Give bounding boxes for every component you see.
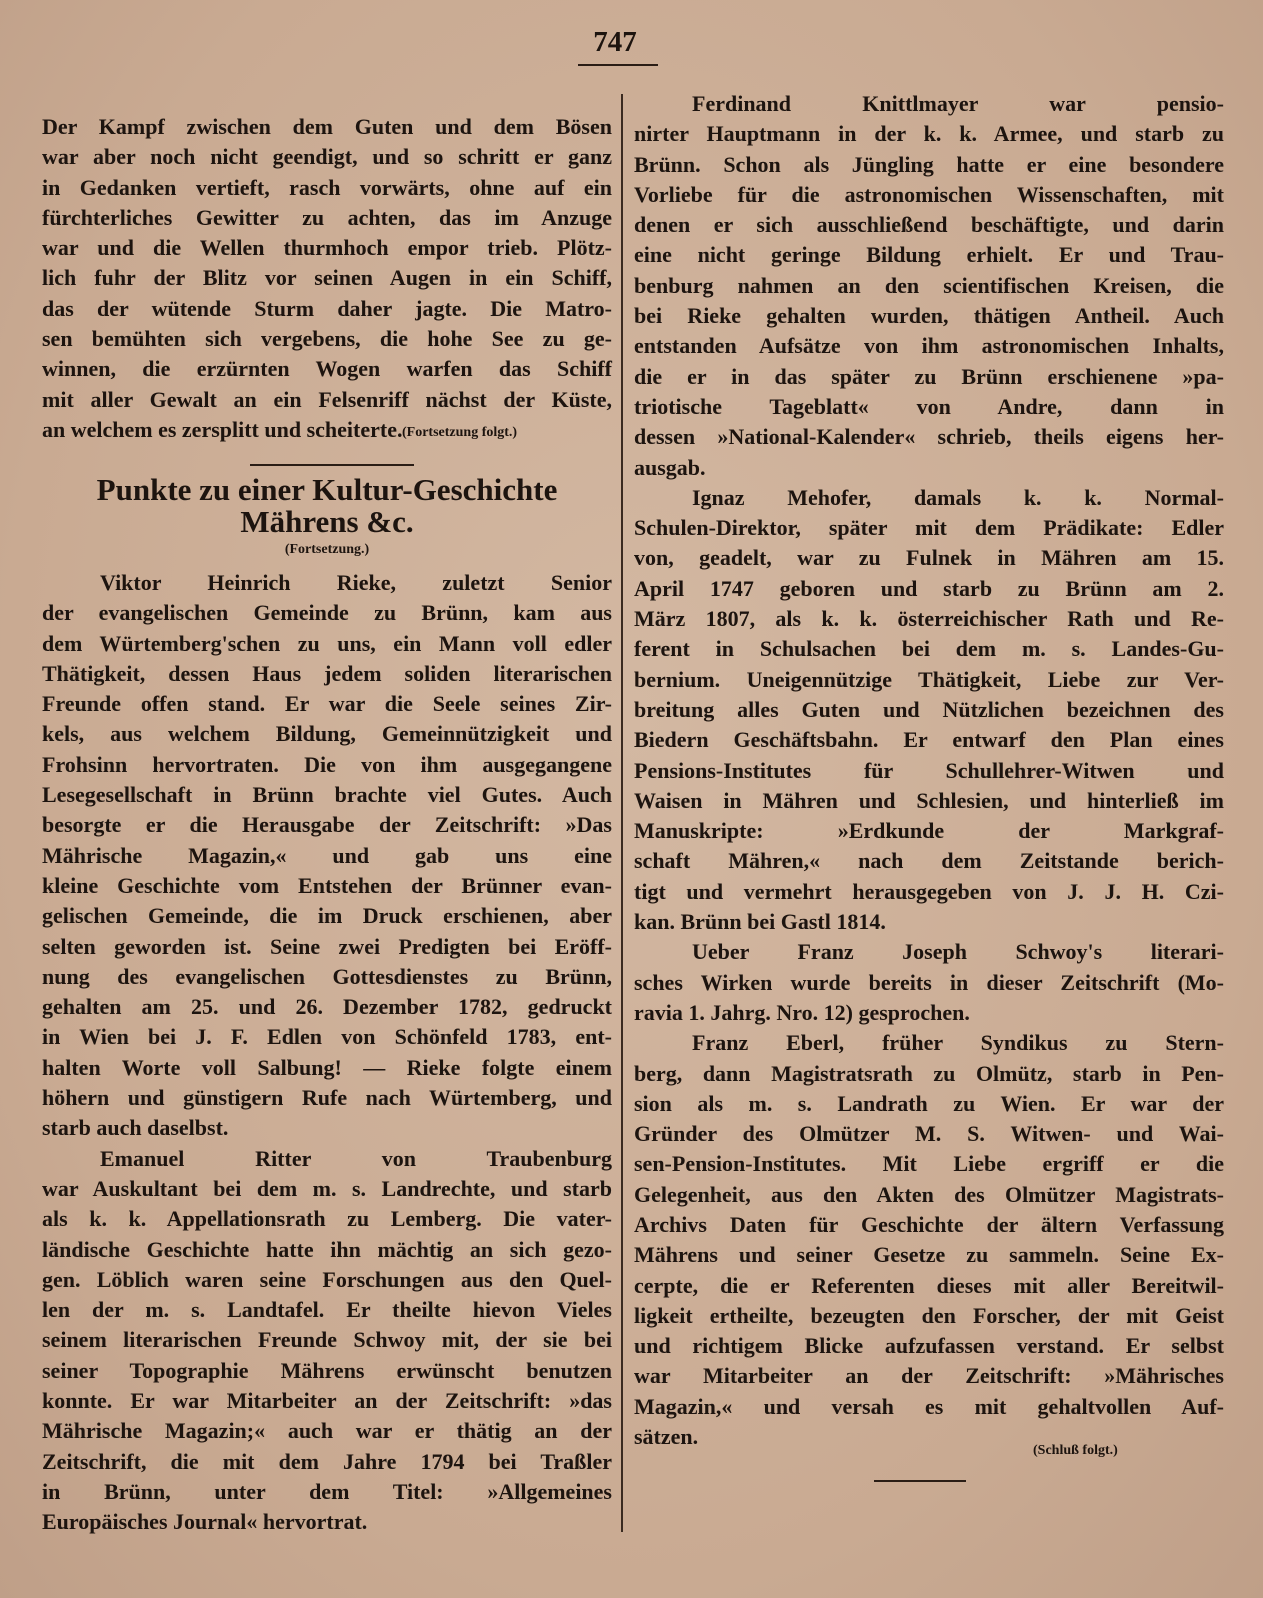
column-divider [621, 94, 623, 1532]
text-line: mit aller Gewalt an ein Felsenriff nächst der Küste, [42, 386, 612, 412]
text-line: seiner Topographie Mährens erwünscht benutzen [42, 1357, 612, 1383]
text-line: eine nicht geringe Bildung erhielt. Er und Trau- [634, 242, 1224, 268]
text-line: Waisen in Mähren und Schlesien, und hinterließ im [634, 787, 1224, 813]
text-line: winnen, die erzürnten Wogen warfen das Schiff [42, 356, 612, 382]
paragraph [42, 568, 612, 1144]
text-line: breitung alles Guten und Nützlichen bezeichnen des [634, 696, 1224, 722]
text-line: len der m. s. Landtafel. Er theilte hievon Vieles [42, 1297, 612, 1323]
text-line: war Mitarbeiter an der Zeitschrift: »Mährisches [634, 1363, 1224, 1389]
text-line: Thätigkeit, dessen Haus jedem soliden literarischen [42, 660, 612, 686]
text-line: Franz Eberl, früher Syndikus zu Stern- [692, 1030, 1224, 1056]
text-line: Europäisches Journal« hervortrat. [42, 1509, 368, 1535]
text-line: und richtigem Blicke aufzufassen verstand. Er selbst [634, 1333, 1224, 1359]
text-line: ausgab. [634, 454, 706, 480]
text-line: denen er sich ausschließend beschäftigte, und darin [634, 212, 1224, 238]
section-rule [250, 464, 414, 466]
paragraph [42, 1144, 612, 1538]
text-line: schaft Mähren,« nach dem Zeitstande berich- [634, 848, 1224, 874]
text-line: kleine Geschichte vom Entstehen der Brünner evan- [42, 872, 612, 898]
text-line: in Wien bei J. F. Edlen von Schönfeld 1783, ent- [42, 1024, 612, 1050]
text-line: tigt und vermehrt herausgegeben von J. J. H. Czi- [634, 878, 1224, 904]
text-line: selten geworden ist. Seine zwei Predigten bei Eröff- [42, 933, 612, 959]
text-line: entstanden Aufsätze von ihm astronomischen Inhalts, [634, 333, 1224, 359]
text-line: sion als m. s. Landrath zu Wien. Er war der [634, 1090, 1224, 1116]
text-line: Mährische Magazin,« und gab uns eine [42, 842, 612, 868]
text-line: bernium. Uneigennützige Thätigkeit, Liebe zur Ver- [634, 666, 1224, 692]
text-line: war und die Wellen thurmhoch empor trieb. Plötz- [42, 235, 612, 261]
text-line: Zeitschrift, die mit dem Jahre 1794 bei Traßler [42, 1448, 612, 1474]
text-line: in Gedanken vertieft, rasch vorwärts, ohne auf ein [42, 174, 612, 200]
end-rule [874, 1480, 966, 1482]
text-line: die er in das später zu Brünn erschienene »pa- [634, 363, 1224, 389]
text-line: Biedern Geschäftsbahn. Er entwarf den Plan eines [634, 727, 1224, 753]
text-line: fürchterliches Gewitter zu achten, das im Anzuge [42, 204, 612, 230]
text-line: sen bemühten sich vergebens, die hohe See zu ge- [42, 326, 612, 352]
text-line: ligkeit ertheilte, bezeugten den Forscher, der mit Geist [634, 1302, 1224, 1328]
text-line: cerpte, die er Referenten dieses mit aller Bereitwil- [634, 1272, 1224, 1298]
text-line: Frohsinn hervortraten. Die von ihm ausgegangene [42, 751, 612, 777]
text-line: sches Wirken wurde bereits in dieser Zeitschrift (Mo- [634, 969, 1224, 995]
left-story-end [42, 112, 612, 445]
paragraph [634, 937, 1224, 1028]
text-line: war Auskultant bei dem m. s. Landrechte, und starb [42, 1175, 612, 1201]
text-line: Gelegenheit, aus den Akten des Olmützer Magistrats- [634, 1181, 1224, 1207]
text-line: kan. Brünn bei Gastl 1814. [634, 909, 886, 935]
text-line: gelischen Gemeinde, die im Druck erschienen, aber [42, 903, 612, 929]
article-title-line2: Mährens &c. [240, 504, 414, 539]
text-line: von, geadelt, war zu Fulnek in Mähren am 15. [634, 545, 1224, 571]
text-line: ferent in Schulsachen bei dem m. s. Landes-Gu- [634, 636, 1224, 662]
text-line: Schulen-Direktor, später mit dem Prädikate: Edler [634, 515, 1224, 541]
text-line: nung des evangelischen Gottesdienstes zu Brünn, [42, 963, 612, 989]
text-line: Brünn. Schon als Jüngling hatte er eine besondere [634, 151, 1224, 177]
right-article-body [634, 89, 1224, 1452]
page-number: 747 [593, 26, 637, 58]
text-line: gen. Löblich waren seine Forschungen aus den Quel- [42, 1266, 612, 1292]
text-line: Gründer des Olmützer M. S. Witwen- und Wai- [634, 1121, 1224, 1147]
left-article-body [42, 568, 612, 1538]
text-line: berg, dann Magistratsrath zu Olmütz, starb in Pen- [634, 1060, 1224, 1086]
text-line: sätzen. [634, 1424, 699, 1450]
text-line: Ferdinand Knittlmayer war pensio- [692, 91, 1224, 116]
text-line: starb auch daselbst. [42, 1115, 229, 1141]
paragraph [634, 1028, 1224, 1452]
text-line: triotische Tageblatt« von Andre, dann in [634, 393, 1224, 419]
text-line: bei Rieke gehalten wurden, thätigen Antheil. Auch [634, 303, 1224, 329]
text-line: Manuskripte: »Erdkunde der Markgraf- [634, 818, 1224, 844]
text-line: lich fuhr der Blitz vor seinen Augen in ein Schiff, [42, 265, 612, 291]
text-line: Magazin,« und versah es mit gehaltvollen Auf- [634, 1393, 1224, 1419]
text-line: Mährische Magazin;« auch war er thätig an der [42, 1418, 612, 1444]
text-line: Pensions-Institutes für Schullehrer-Witwen und [634, 757, 1224, 783]
text-line: Emanuel Ritter von Traubenburg [100, 1145, 612, 1171]
text-line: das der wütende Sturm daher jagte. Die Matro- [42, 295, 612, 321]
text-line: Ignaz Mehofer, damals k. k. Normal- [692, 484, 1224, 510]
text-line: als k. k. Appellationsrath zu Lemberg. Die vater- [42, 1206, 612, 1232]
continuation-note: (Fortsetzung folgt.) [402, 425, 518, 440]
text-line: Mährens und seiner Gesetze zu sammeln. Seine Ex- [634, 1242, 1224, 1268]
paragraph [634, 89, 1224, 483]
text-line: Der Kampf zwischen dem Guten und dem Bösen [42, 114, 612, 139]
page-number-rule [578, 64, 658, 66]
text-line: Vorliebe für die astronomischen Wissenschaften, mit [634, 181, 1224, 207]
text-line: in Brünn, unter dem Titel: »Allgemeines [42, 1478, 612, 1504]
text-line: der evangelischen Gemeinde zu Brünn, kam aus [42, 600, 612, 626]
text-line: Ueber Franz Joseph Schwoy's literari- [692, 939, 1224, 965]
text-line: gehalten am 25. und 26. Dezember 1782, gedruckt [42, 994, 612, 1020]
text-line: war aber noch nicht geendigt, und so schritt er ganz [42, 144, 612, 170]
text-line: an welchem es zersplitt und scheiterte. [42, 416, 403, 442]
text-line: ländische Geschichte hatte ihn mächtig an sich gezo- [42, 1236, 612, 1262]
text-line: sen-Pension-Institutes. Mit Liebe ergriff er die [634, 1151, 1224, 1177]
article-title-line1: Punkte zu einer Kultur-Geschichte [96, 472, 558, 507]
text-line: kels, aus welchem Bildung, Gemeinnützigkeit und [42, 721, 612, 747]
text-line: dessen »National-Kalender« schrieb, theils eigens her- [634, 424, 1224, 450]
closing-note: (Schluß folgt.) [1033, 1443, 1118, 1458]
paragraph [42, 112, 612, 445]
text-line: höhern und günstigern Rufe nach Würtemberg, und [42, 1085, 612, 1111]
text-line: konnte. Er war Mitarbeiter an der Zeitschrift: »das [42, 1388, 612, 1414]
text-line: benburg nahmen an den scientifischen Kreisen, die [634, 272, 1224, 298]
paragraph [634, 483, 1224, 937]
text-line: Lesegesellschaft in Brünn brachte viel Gutes. Auch [42, 782, 612, 808]
text-line: Freunde offen stand. Er war die Seele seines Zir- [42, 691, 612, 717]
text-line: März 1807, als k. k. österreichischer Rath und Re- [634, 606, 1224, 632]
text-line: ravia 1. Jahrg. Nro. 12) gesprochen. [634, 999, 970, 1025]
text-line: seinem literarischen Freunde Schwoy mit, der sie bei [42, 1327, 612, 1353]
text-line: Archivs Daten für Geschichte der ältern Verfassung [634, 1211, 1224, 1237]
article-subtitle: (Fortsetzung.) [284, 542, 370, 557]
text-line: April 1747 geboren und starb zu Brünn am 2. [634, 575, 1224, 601]
text-line: besorgte er die Herausgabe der Zeitschrift: »Das [42, 812, 612, 838]
text-line: dem Würtemberg'schen zu uns, ein Mann voll edler [42, 630, 612, 656]
text-line: Viktor Heinrich Rieke, zuletzt Senior [100, 570, 612, 595]
text-line: halten Worte voll Salbung! — Rieke folgte einem [42, 1054, 612, 1080]
text-line: nirter Hauptmann in der k. k. Armee, und starb zu [634, 121, 1224, 147]
